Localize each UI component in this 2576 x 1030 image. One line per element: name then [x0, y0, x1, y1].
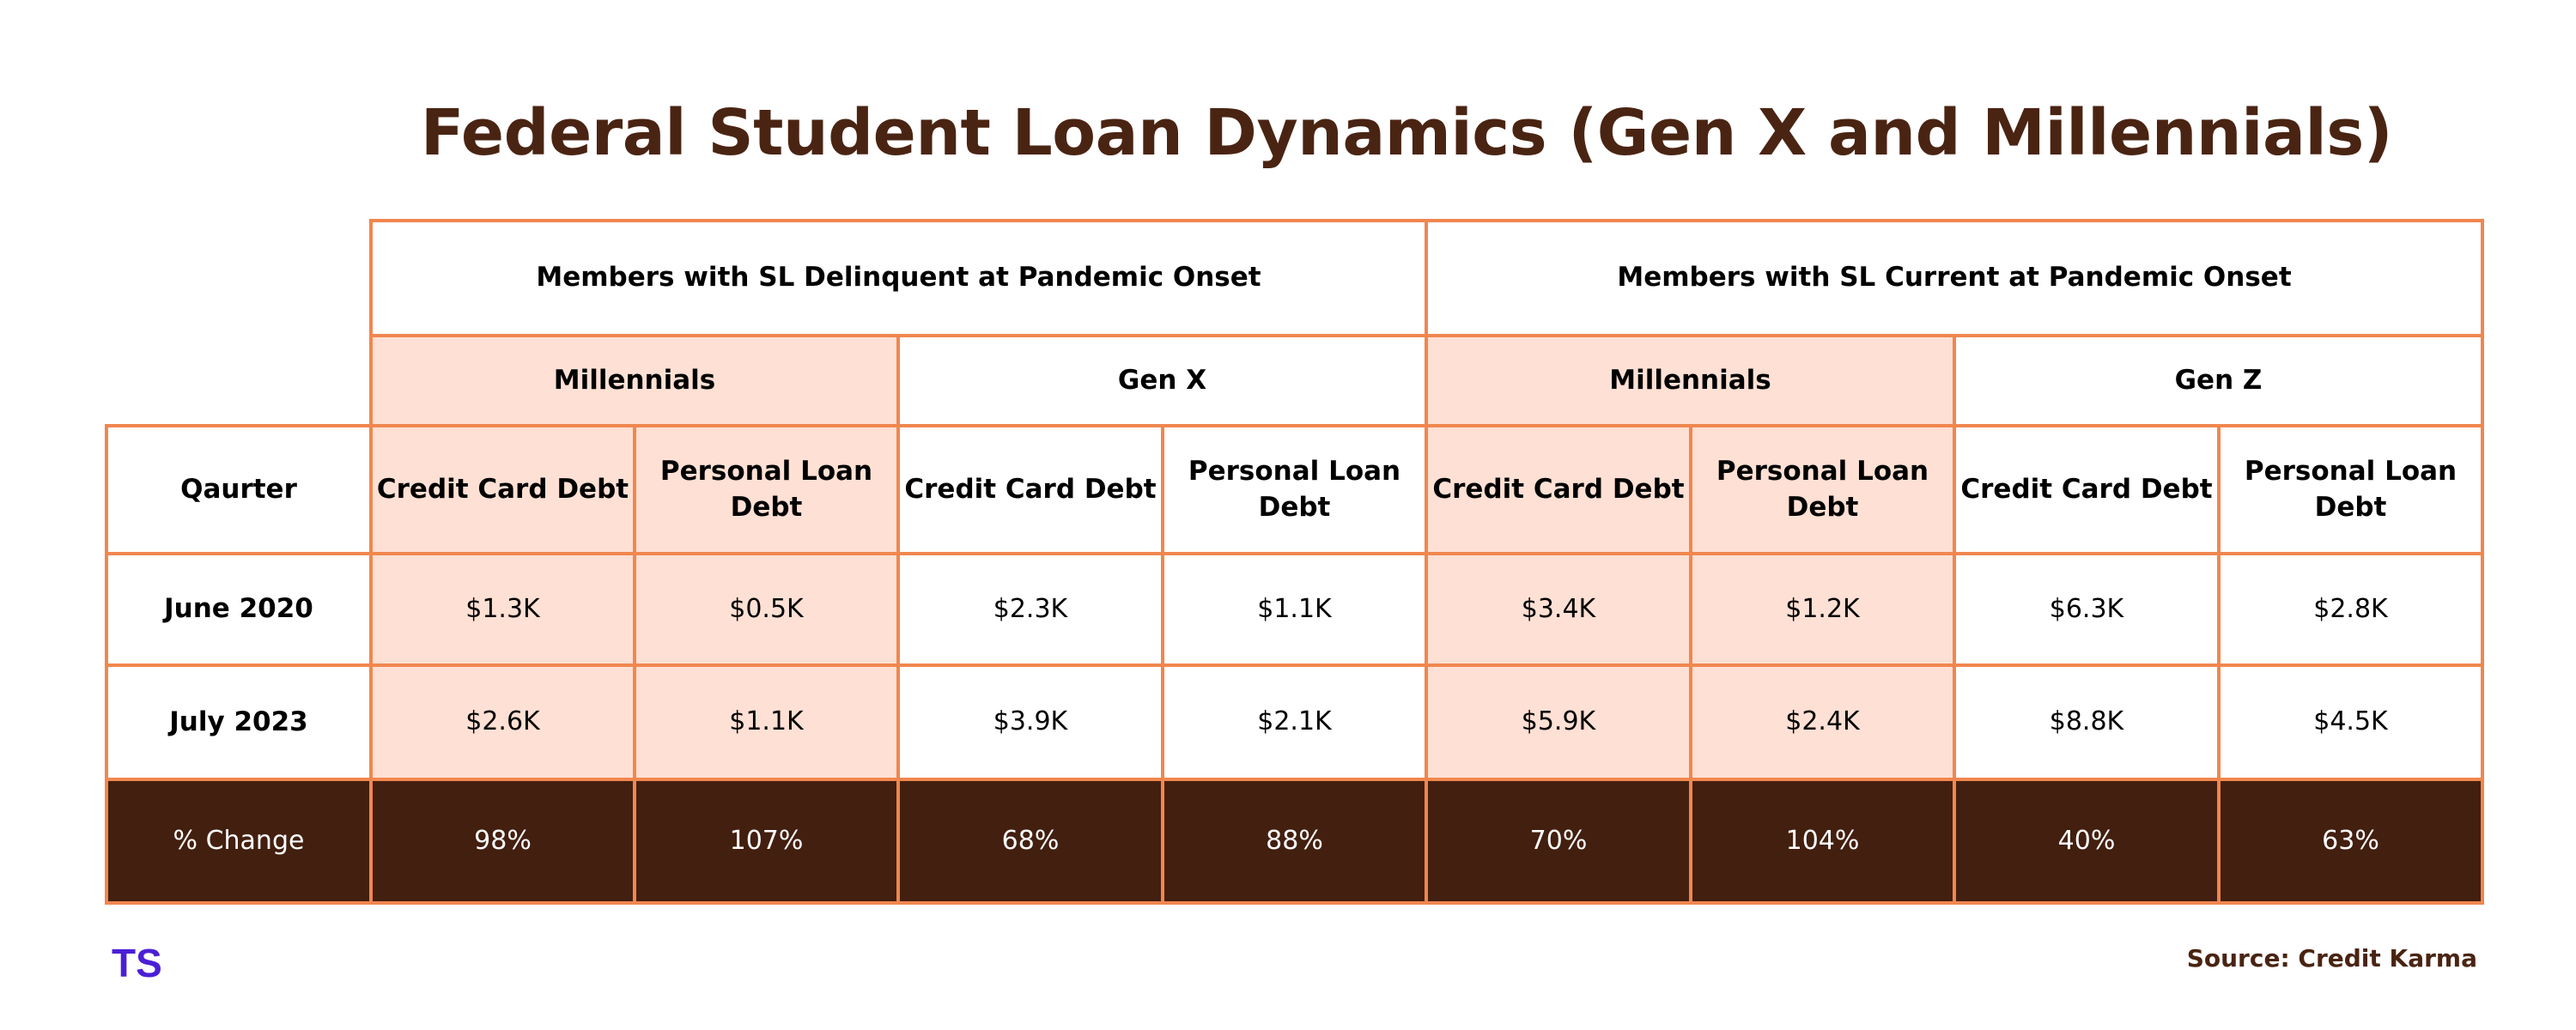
table-cell-text: $8.8K: [2049, 706, 2124, 737]
table-cell: [1689, 778, 1956, 905]
group-header-current-text: Members with SL Current at Pandemic Onset: [1617, 262, 2292, 294]
table-cell: [369, 552, 636, 667]
subgroup-header: [369, 334, 900, 427]
column-header-text: Credit Card Debt: [904, 473, 1157, 505]
ts-logo: [112, 942, 172, 982]
table-cell-text: 107%: [729, 825, 804, 856]
table-cell-text: $2.4K: [1785, 706, 1860, 737]
table-cell-text: $2.8K: [2313, 593, 2388, 624]
table-cell: [1425, 663, 1692, 781]
column-header: [1161, 424, 1428, 555]
table-cell-text: 40%: [2057, 825, 2116, 856]
table-cell: [1953, 552, 2221, 667]
column-header: [1689, 424, 1956, 555]
table-cell-text: $0.5K: [729, 593, 804, 624]
table-cell-text: $5.9K: [1521, 706, 1596, 737]
logo-text: TS: [112, 942, 162, 982]
row-label: [105, 778, 373, 905]
row-label-text: July 2023: [169, 706, 308, 737]
column-header-text: Personal Loan Debt: [1716, 455, 1929, 523]
group-header-delinquent: [369, 219, 1428, 337]
table-cell: [633, 663, 900, 781]
table-cell-text: $1.2K: [1785, 593, 1860, 624]
table-cell: [369, 778, 636, 905]
table-cell-text: $1.1K: [1257, 593, 1332, 624]
table-cell-text: 98%: [474, 825, 532, 856]
column-header: [633, 424, 900, 555]
table-cell: [1689, 663, 1956, 781]
group-header-current: [1425, 219, 2484, 337]
table-cell-text: 63%: [2322, 825, 2379, 856]
table-cell: [1953, 778, 2221, 905]
table-cell: [1689, 552, 1956, 667]
row-label-text: June 2020: [164, 593, 313, 625]
table-cell: [1161, 778, 1428, 905]
table-cell: [633, 552, 900, 667]
table-cell: [1425, 552, 1692, 667]
table-cell: [1953, 663, 2221, 781]
column-header: [896, 424, 1164, 555]
table-cell: [1425, 778, 1692, 905]
subgroup-header-text: Millennials: [553, 364, 716, 396]
table-cell-text: $6.3K: [2049, 593, 2124, 624]
table-cell-text: $2.1K: [1257, 706, 1332, 737]
table-cell: [2217, 552, 2484, 667]
column-header-text: Credit Card Debt: [1960, 473, 2213, 505]
table-cell: [1161, 663, 1428, 781]
column-header-quarter: [105, 424, 373, 555]
group-header-delinquent-text: Members with SL Delinquent at Pandemic Onset: [536, 262, 1261, 294]
row-label: [105, 552, 373, 667]
table-cell-text: 104%: [1785, 825, 1860, 856]
column-header-text: Personal Loan Debt: [2244, 455, 2458, 523]
page-title: Federal Student Loan Dynamics (Gen X and Millennials): [420, 96, 2393, 170]
table-cell-text: 68%: [1001, 825, 1060, 856]
column-header: [1953, 424, 2221, 555]
table-cell-text: 70%: [1529, 825, 1588, 856]
subgroup-header: [896, 334, 1428, 427]
source-note: Source: Credit Karma: [2186, 944, 2477, 972]
table-cell-text: $3.4K: [1521, 593, 1596, 624]
subgroup-header-text: Gen X: [1117, 364, 1207, 396]
subgroup-header: [1425, 334, 1956, 427]
table-cell: [896, 552, 1164, 667]
table-cell-text: $4.5K: [2313, 706, 2388, 737]
subgroup-header-text: Millennials: [1609, 364, 1771, 396]
column-header-text: Personal Loan Debt: [659, 455, 873, 523]
table-cell-text: $2.3K: [993, 593, 1068, 624]
table-cell: [2217, 663, 2484, 781]
table-cell: [2217, 778, 2484, 905]
table-cell: [633, 778, 900, 905]
column-header-text: Personal Loan Debt: [1188, 455, 1401, 523]
column-header-quarter-text: Qaurter: [180, 473, 297, 505]
subgroup-header: [1953, 334, 2484, 427]
table-cell-text: $1.1K: [729, 706, 804, 737]
table-cell-text: $1.3K: [465, 593, 540, 624]
column-header: [2217, 424, 2484, 555]
table-cell-text: 88%: [1266, 825, 1323, 856]
subgroup-header-text: Gen Z: [2174, 364, 2263, 396]
table-cell: [369, 663, 636, 781]
table-cell: [1161, 552, 1428, 667]
column-header-text: Credit Card Debt: [376, 473, 629, 505]
table-cell-text: $2.6K: [465, 706, 540, 737]
row-label-text: % Change: [173, 825, 305, 856]
column-header: [1425, 424, 1692, 555]
row-label: [105, 663, 373, 781]
column-header-text: Credit Card Debt: [1432, 473, 1685, 505]
column-header: [369, 424, 636, 555]
table-cell: [896, 778, 1164, 905]
table-cell-text: $3.9K: [993, 706, 1068, 737]
table-cell: [896, 663, 1164, 781]
